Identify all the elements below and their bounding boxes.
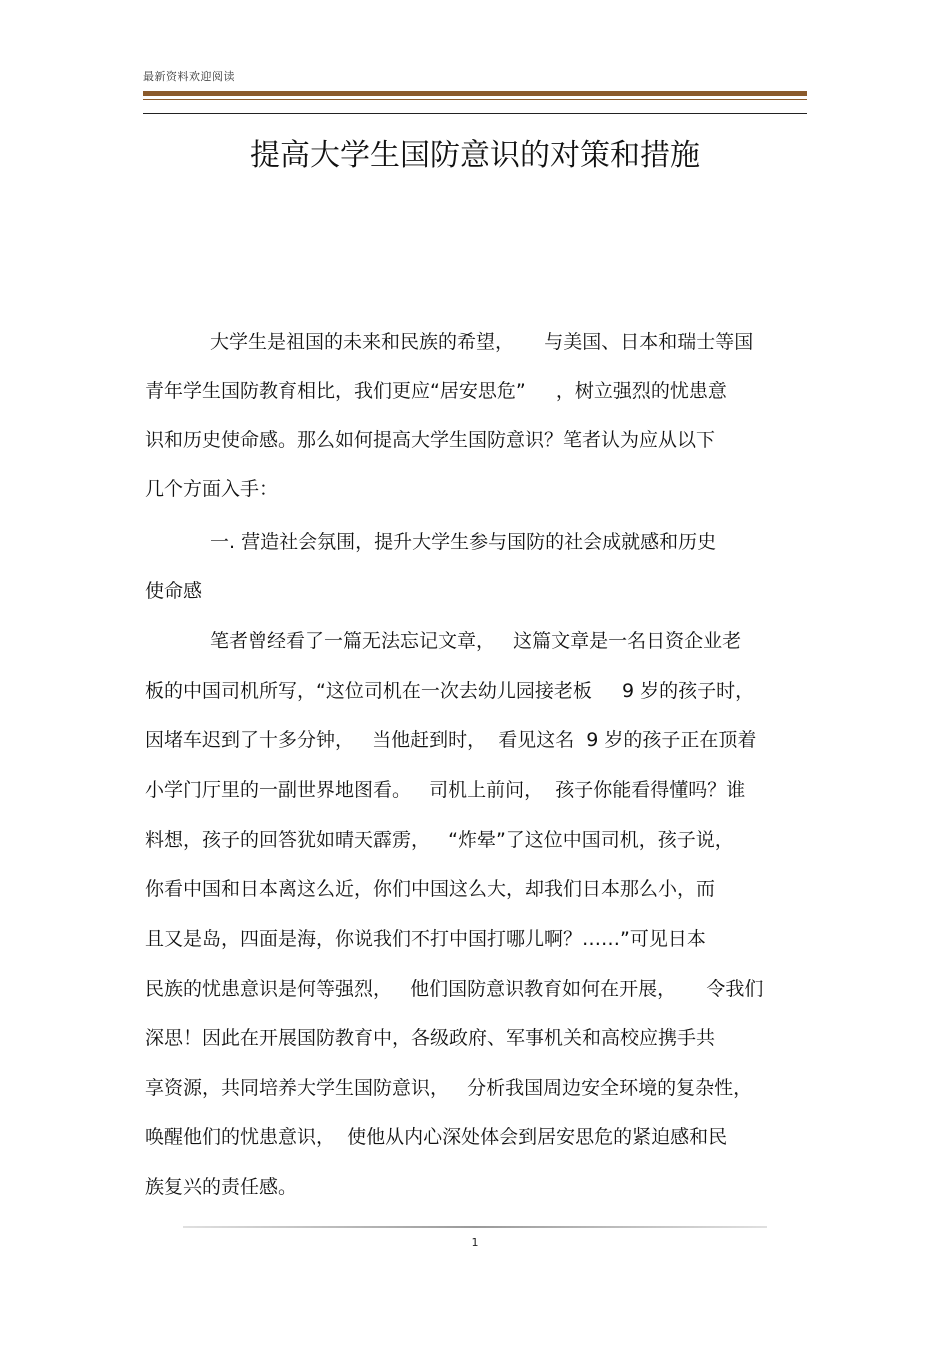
body-line: 板的中国司机所写，“这位司机在一次去幼儿园接老板 9 岁的孩子时， xyxy=(145,680,755,702)
header-rule-under xyxy=(143,113,807,114)
page-header-text: 最新资料欢迎阅读 xyxy=(143,70,235,83)
body-line: 青年学生国防教育相比，我们更应“居安思危” ，树立强烈的忧患意 xyxy=(145,380,727,402)
body-line: 大学生是祖国的未来和民族的希望， 与美国、日本和瑞士等国 xyxy=(210,331,754,353)
footer-rule xyxy=(183,1226,767,1228)
body-line: 几个方面入手： xyxy=(145,478,279,500)
header-rule-thick xyxy=(143,91,807,96)
section-heading: 一. 营造社会氛围，提升大学生参与国防的社会成就感和历史 xyxy=(210,531,717,553)
body-line: 笔者曾经看了一篇无法忘记文章， 这篇文章是一名日资企业老 xyxy=(210,630,742,652)
header-rule-thin xyxy=(143,99,807,100)
page-number: 1 xyxy=(471,1236,479,1249)
body-line: 族复兴的责任感。 xyxy=(145,1176,298,1198)
body-line: 识和历史使命感。那么如何提高大学生国防意识？笔者认为应从以下 xyxy=(145,429,716,451)
document-title: 提高大学生国防意识的对策和措施 xyxy=(250,138,700,173)
body-line: 民族的忧患意识是何等强烈， 他们国防意识教育如何在开展， 令我们 xyxy=(145,978,764,1000)
body-line: 小学门厅里的一副世界地图看。 司机上前问， 孩子你能看得懂吗？谁 xyxy=(145,779,746,801)
section-heading: 使命感 xyxy=(145,580,203,602)
body-line: 因堵车迟到了十多分钟， 当他赶到时， 看见这名 9 岁的孩子正在顶着 xyxy=(145,729,757,751)
body-line: 唤醒他们的忧患意识， 使他从内心深处体会到居安思危的紧迫感和民 xyxy=(145,1126,728,1148)
body-line: 享资源，共同培养大学生国防意识， 分析我国周边安全环境的复杂性， xyxy=(145,1077,753,1099)
body-line: 料想，孩子的回答犹如晴天霹雳， “炸晕”了这位中国司机，孩子说， xyxy=(145,829,734,851)
body-line: 你看中国和日本离这么近，你们中国这么大，却我们日本那么小，而 xyxy=(145,878,716,900)
body-line: 深思！因此在开展国防教育中，各级政府、军事机关和高校应携手共 xyxy=(145,1027,716,1049)
body-line: 且又是岛，四面是海，你说我们不打中国打哪儿啊？……”可见日本 xyxy=(145,928,706,950)
